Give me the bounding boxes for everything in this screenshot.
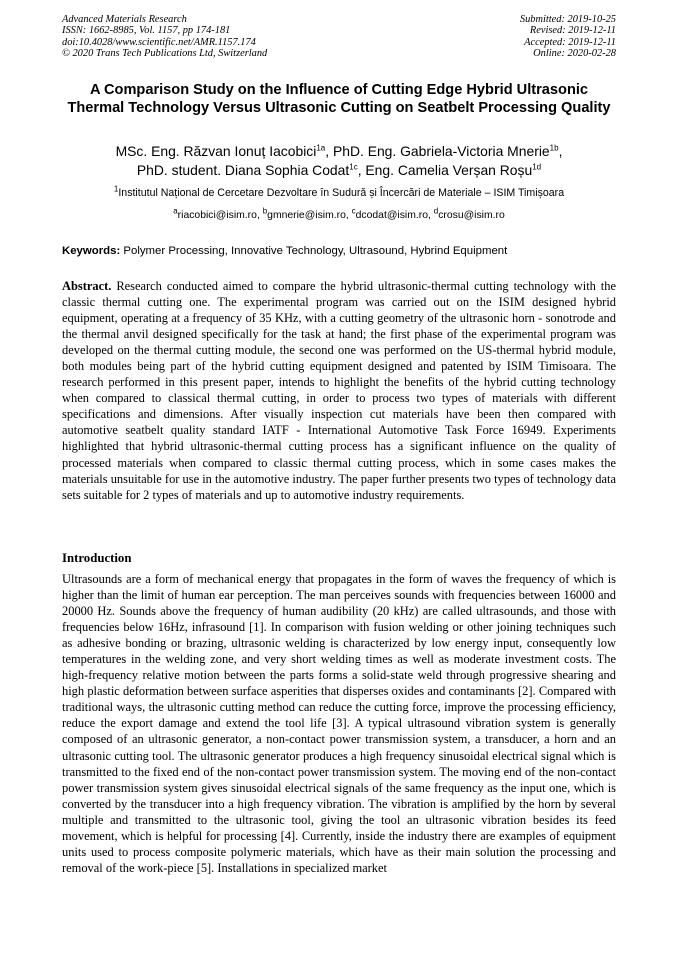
affiliation-marker: 1	[113, 184, 119, 194]
email-address[interactable]: $^d$crosu@isim.ro	[433, 206, 505, 221]
email-address[interactable]: $^c$dcodat@isim.ro	[351, 206, 428, 221]
affiliation	[62, 184, 616, 200]
email-address[interactable]: $^a$riacobici@isim.ro	[173, 206, 257, 221]
submitted-date: Submitted: 2019-10-25	[519, 14, 616, 25]
accepted-date: Accepted: 2019-12-11	[524, 36, 616, 48]
section-heading-introduction: Introduction	[62, 551, 132, 565]
doi-line: doi:10.4028/www.scientific.net/AMR.1157.174	[62, 36, 256, 48]
publication-dates	[520, 14, 616, 59]
keywords	[62, 244, 616, 258]
abstract-label: Abstract.	[62, 279, 112, 293]
author: Eng. Camelia Verșan Roșu$^{1d}$	[365, 162, 542, 178]
email-address[interactable]: $^b$gmnerie@isim.ro	[262, 206, 346, 221]
author: MSc. Eng. Răzvan Ionuț Iacobici$^{1a}$,	[115, 143, 333, 159]
journal-name: Advanced Materials Research	[62, 14, 187, 25]
revised-date: Revised: 2019-12-11	[529, 25, 616, 37]
affiliation-text: Institutul Național de Cercetare Dezvoltare în Sudură și Încercări de Materiale – ISIM Timișoara	[118, 187, 565, 199]
author: PhD. Eng. Gabriela-Victoria Mnerie$^{1b}$,	[332, 143, 563, 159]
journal-info	[62, 14, 267, 59]
abstract	[62, 278, 616, 503]
author-emails: $^a$riacobici@isim.ro, $^b$gmnerie@isim.ro, $^c$dcodat@isim.ro, $^d$crosu@isim.ro	[173, 206, 505, 221]
online-date: Online: 2020-02-28	[533, 47, 616, 59]
keywords-label: Keywords:	[62, 245, 121, 257]
abstract-text: Research conducted aimed to compare the hybrid ultrasonic-thermal cutting technology with the classic thermal cutting one. The experimental program was carried out on the ISIM designed hybrid equipment, operating at a frequency of 35 KHz, with a cutting geometry of the ultrasonic horn - sonotrode and the thermal anvil designed specifically for the task at hand; the first phase of the experimental program was developed on the thermal cutting module, the second one was performed on the US-thermal hybrid module, both modules being part of the hybrid cutting equipment designed and patented by ISIM Timisoara. The research performed in this present paper, intends to highlight the benefits of the hybrid cutting technology when compared to classical thermal cutting, in order to process two types of materials with different specifications and dimensions. After visually inspection cut materials have been then compared with automotive seatbelt quality standard IATF - International Automotive Task Force 16949. Experiments highlighted that hybrid ultrasonic-thermal cutting process has a significant influence on the quality of processed materials when compared to classic thermal cutting process, which in some cases makes the materials unsuitable for use in the automotive industry. The paper further presents two types of technology data sets suitable for 2 types of materials and up to automotive industry requirements.	[62, 279, 617, 502]
author: PhD. student. Diana Sophia Codat$^{1c}$,	[136, 162, 366, 178]
author-list	[62, 142, 616, 180]
keywords-text: Polymer Processing, Innovative Technology, Ultrasound, Hybrind Equipment	[120, 245, 508, 257]
copyright-line: © 2020 Trans Tech Publications Ltd, Switzerland	[62, 47, 268, 59]
introduction-text: Ultrasounds are a form of mechanical energy that propagates in the form of waves the frequency of which is higher than the limit of human ear perception. The man perceives sounds with frequencies between 16000 and 20000 Hz. Sounds above the frequency of human audibility (20 kHz) are called ultrasounds, and those with frequencies below 16Hz, infrasound [1]. In comparison with fusion welding or other joining techniques such as adhesive bonding or brazing, ultrasonic welding is characterized by low energy input, consequently low temperatures in the welding zone, and very short welding times as well as moderate investment costs. The high-frequency relative motion between the parts forms a solid-state weld through progressive shearing and high plastic deformation between surface asperities that disperses oxides and contaminants [2]. Compared with traditional ways, the ultrasonic cutting method can reduce the cutting force, improve the processing efficiency, reduce the export damage and extend the tool life [3]. A typical ultrasound vibration system is generally composed of an ultrasonic generator, a non-contact power transmission system, a transducer, a horn and an ultrasonic cutting tool. The ultrasonic generator produces a high frequency sinusoidal electrical signal which is transmitted to the fixed end of the non-contact power transmission system. The moving end of the non-contact power transmission system gives sinusoidal electrical signals of the same frequency as the input one, which is converted by the transducer into a high frequency vibration. The vibration is amplified by the horn by several multiple and transmitted to the ultrasonic tool, giving the tool an ultrasonic vibration besides its feed movement, which is helpful for processing [4]. Currently, inside the industry there are examples of equipment units used to process composite polymeric materials, which have as their main solution the processing and removal of the work-piece [5]. Installations in specialized market	[62, 572, 616, 875]
paper-title: A Comparison Study on the Influence of Cutting Edge Hybrid Ultrasonic Thermal Technology Versus Ultrasonic Cutting on Seatbelt Processing Quality	[67, 82, 611, 116]
issn-line: ISSN: 1662-8985, Vol. 1157, pp 174-181	[62, 25, 231, 37]
